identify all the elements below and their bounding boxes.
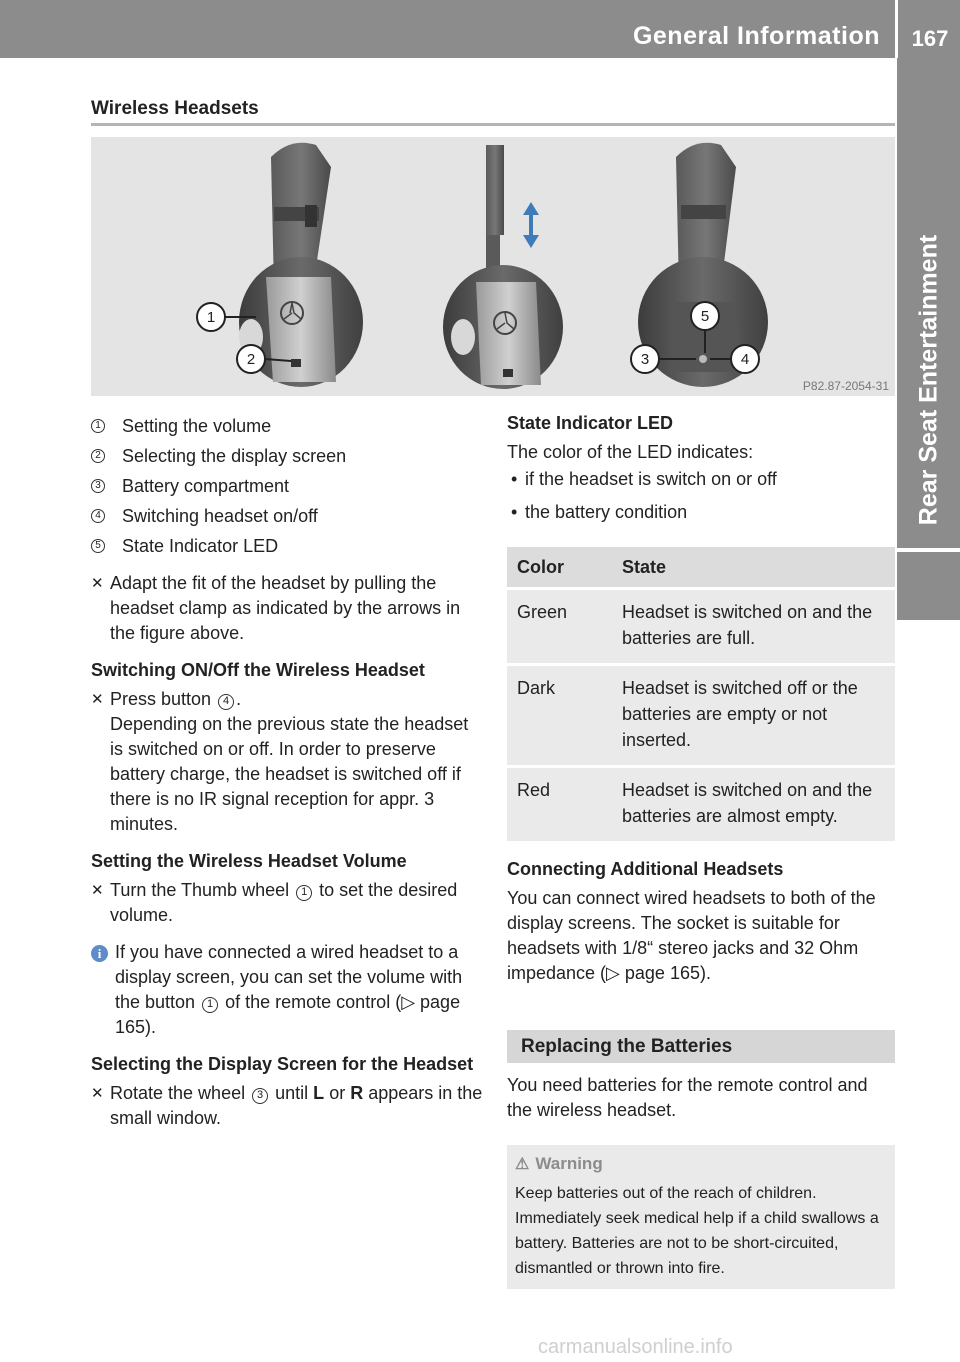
legend-text: Setting the volume (122, 415, 272, 436)
step-text-part: until (275, 1083, 309, 1103)
header-divider (895, 0, 898, 58)
step-text (110, 1081, 483, 1131)
step-text-part: to set the desired volume. (110, 880, 458, 925)
step-text-part: Turn the Thumb wheel (110, 880, 290, 900)
legend-text: Battery compartment (122, 475, 290, 496)
step-key-l: L (313, 1083, 325, 1103)
info-icon: i (91, 945, 108, 962)
bullet-item: • if the headset is switch on or off (507, 467, 895, 492)
step-text (110, 878, 483, 928)
legend-item (91, 441, 483, 471)
table-cell: Red (507, 767, 612, 842)
headset-illustration (91, 137, 895, 396)
info-text-part: of the remote control (▷ page 165). (115, 992, 461, 1037)
legend-text: State Indicator LED (122, 535, 279, 556)
step-text-part: Rotate the wheel (110, 1083, 246, 1103)
warning-body: Keep batteries out of the reach of children. Immediately seek medical help if a child swallows a battery. Batteries are not to be short-circuited, dismantled or thrown into fire. (515, 1185, 879, 1277)
legend-text: Selecting the display screen (122, 445, 347, 466)
step-arrow-icon: ✕ (91, 691, 104, 708)
inline-marker: 3 (252, 1088, 268, 1104)
bullet-text: if the headset is switch on or off (525, 469, 777, 489)
legend-marker: 1 (91, 419, 105, 433)
led-intro: The color of the LED indicates: (507, 442, 754, 462)
headset-side-view-2 (443, 145, 563, 389)
table-cell: Headset is switched on and the batteries are almost empty. (612, 767, 895, 842)
figure-legend (91, 411, 483, 561)
step-text-body: Depending on the previous state the headset is switched on or off. In order to preserve battery charge, the headset is switched off if there is no IR signal reception for appr. 3 minutes. (110, 714, 469, 834)
table-row (507, 767, 895, 842)
warning-box (507, 1145, 895, 1289)
instruction-step-volume (91, 878, 483, 928)
switch-heading: Switching ON/Off the Wireless Headset (91, 660, 425, 680)
table-row (507, 665, 895, 767)
step-arrow-icon: ✕ (91, 1085, 104, 1102)
step-key-r: R (350, 1083, 364, 1103)
legend-marker: 2 (91, 449, 105, 463)
step-text: Adapt the fit of the headset by pulling the headset clamp as indicated by the arrows in the figure above. (110, 573, 461, 643)
section-title: Wireless Headsets (91, 98, 259, 119)
chapter-title: General Information (632, 22, 880, 50)
legend-item (91, 531, 483, 561)
section-rule (91, 123, 895, 126)
step-arrow-icon: ✕ (91, 575, 104, 592)
step-text-part: Press button (110, 689, 212, 709)
column-header: State (612, 547, 895, 589)
table-cell: Headset is switched off or the batteries are empty or not inserted. (612, 665, 895, 767)
right-column (507, 411, 895, 1289)
svg-text:5: 5 (700, 308, 710, 325)
bullet-item: • the battery condition (507, 500, 895, 525)
connect-body: You can connect wired headsets to both of the display screens. The socket is suitable for headsets with 1/8“ stereo jacks and 32 Ohm impedance (▷ page 165). (507, 888, 876, 983)
svg-text:1: 1 (206, 309, 216, 326)
table-cell: Green (507, 589, 612, 665)
led-state-table (507, 547, 895, 841)
legend-item (91, 501, 483, 531)
instruction-step-switch (91, 687, 483, 837)
side-tab-block (897, 552, 960, 620)
legend-item (91, 411, 483, 441)
instruction-step-fit (91, 571, 483, 646)
connect-heading: Connecting Additional Headsets (507, 859, 784, 879)
svg-text:3: 3 (640, 351, 650, 368)
page-number: 167 (911, 26, 949, 51)
legend-item (91, 471, 483, 501)
step-arrow-icon: ✕ (91, 882, 104, 899)
legend-marker: 3 (91, 479, 105, 493)
step-text-part: appears in the small window. (110, 1083, 483, 1128)
column-header: Color (507, 547, 612, 589)
info-text (115, 940, 483, 1040)
inline-marker: 4 (218, 694, 234, 710)
watermark: carmanualsonline.info (538, 1336, 733, 1358)
table-cell: Dark (507, 665, 612, 767)
legend-text: Switching headset on/off (122, 505, 318, 526)
warning-triangle-icon: ⚠ (515, 1156, 530, 1173)
warning-title: Warning (535, 1154, 603, 1173)
instruction-step-display (91, 1081, 483, 1131)
figure-code: P82.87-2054-31 (802, 379, 889, 393)
warning-header (515, 1151, 885, 1177)
info-text-part: If you have connected a wired headset to a display screen, you can set the volume with the button (115, 942, 463, 1012)
inline-marker: 1 (202, 997, 218, 1013)
headset-figure (91, 137, 895, 396)
table-header-row (507, 547, 895, 589)
side-tab-label: Rear Seat Entertainment (914, 234, 943, 526)
info-note (91, 940, 483, 1040)
replace-heading: Replacing the Batteries (507, 1030, 895, 1063)
legend-marker: 5 (91, 539, 105, 553)
step-text-part: or (329, 1083, 346, 1103)
step-text-part: . (236, 689, 242, 709)
svg-text:4: 4 (740, 351, 750, 368)
left-column (91, 411, 483, 1131)
step-text (110, 687, 483, 837)
bullet-text: the battery condition (525, 502, 688, 522)
svg-text:2: 2 (246, 351, 256, 368)
inline-marker: 1 (296, 885, 312, 901)
display-heading: Selecting the Display Screen for the Headset (91, 1054, 474, 1074)
led-heading: State Indicator LED (507, 413, 674, 433)
volume-heading: Setting the Wireless Headset Volume (91, 851, 407, 871)
table-row (507, 589, 895, 665)
table-cell: Headset is switched on and the batteries are full. (612, 589, 895, 665)
replace-body: You need batteries for the remote control and the wireless headset. (507, 1075, 868, 1120)
legend-marker: 4 (91, 509, 105, 523)
